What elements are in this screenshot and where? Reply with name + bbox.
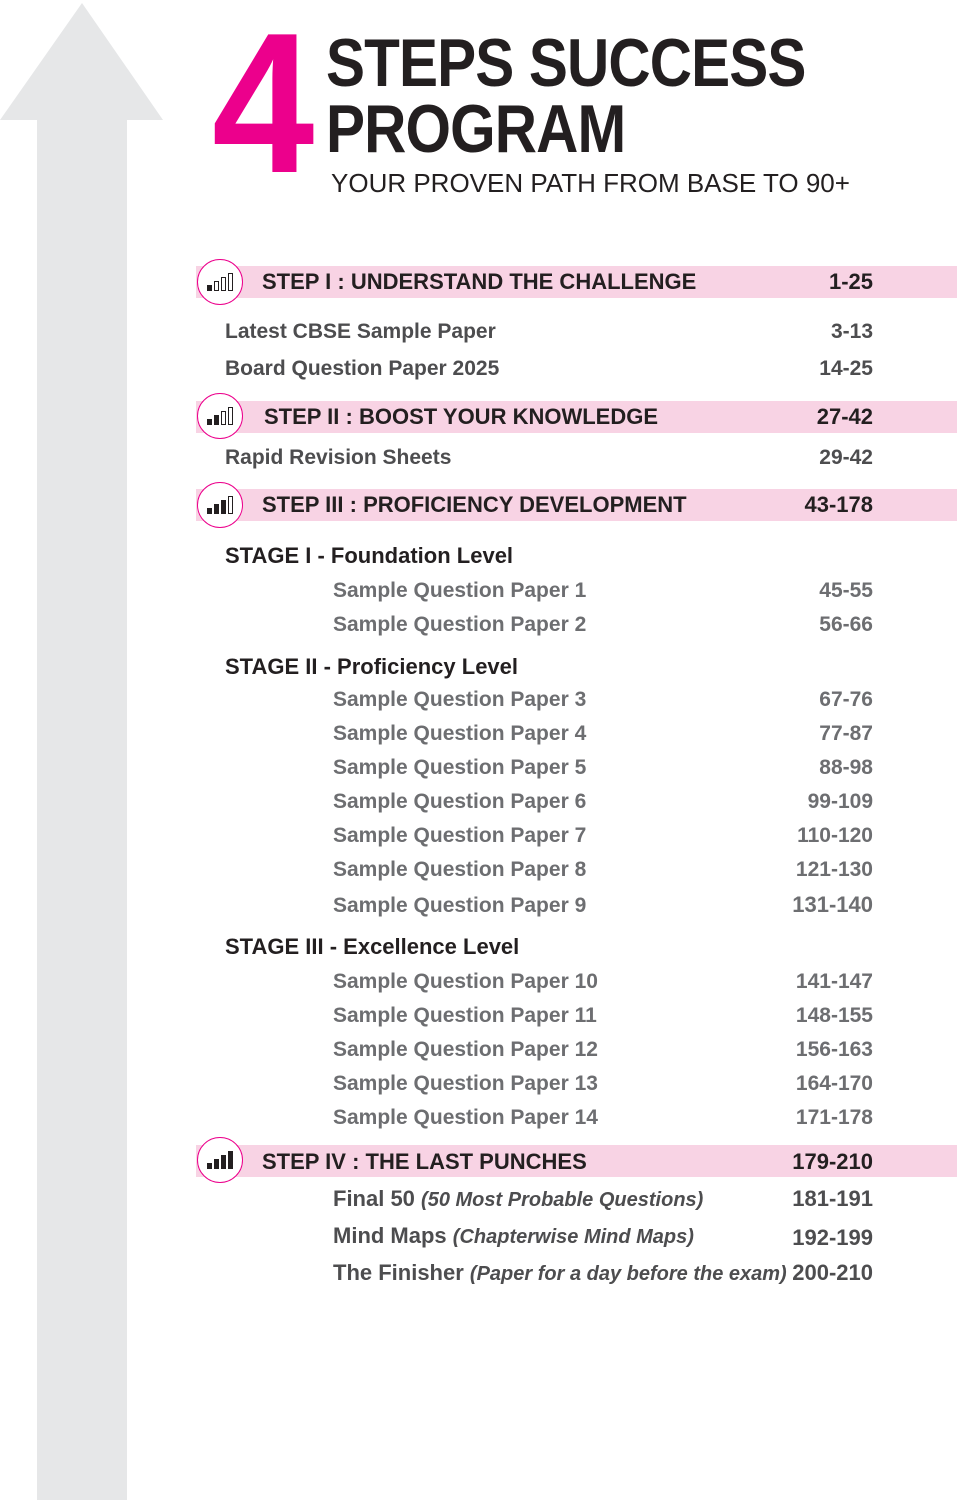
list-item-label: Sample Question Paper 12 xyxy=(333,1038,598,1061)
list-item-pages: 131-140 xyxy=(792,892,873,917)
signal-level-3-icon xyxy=(197,482,243,528)
background-up-arrow xyxy=(0,0,170,1500)
list-item-label: Sample Question Paper 8 xyxy=(333,858,587,881)
item-note: (Chapterwise Mind Maps) xyxy=(452,1226,694,1248)
list-item-label: Sample Question Paper 1 xyxy=(333,579,587,602)
list-item-pages: 45-55 xyxy=(819,579,873,602)
list-item-pages: 181-191 xyxy=(792,1186,873,1211)
step-4-label: STEP IV : THE LAST PUNCHES xyxy=(262,1149,587,1174)
list-item-label: Sample Question Paper 14 xyxy=(333,1106,598,1129)
list-item-label: Sample Question Paper 5 xyxy=(333,756,587,779)
list-item-label xyxy=(333,1260,787,1286)
title-line-1: STEPS SUCCESS xyxy=(326,25,806,101)
list-item-pages: 88-98 xyxy=(819,756,873,779)
title-line-2: PROGRAM xyxy=(326,91,626,167)
list-item-label: Rapid Revision Sheets xyxy=(225,446,452,469)
list-item-label: Sample Question Paper 7 xyxy=(333,824,587,847)
list-item-pages: 121-130 xyxy=(795,858,873,881)
step-3-pages: 43-178 xyxy=(804,492,873,517)
list-item-pages: 156-163 xyxy=(795,1038,873,1061)
list-item-pages: 99-109 xyxy=(807,790,873,813)
list-item-label: Sample Question Paper 2 xyxy=(333,613,587,636)
list-item-pages: 67-76 xyxy=(819,688,873,711)
list-item-pages: 164-170 xyxy=(795,1072,873,1095)
list-item-label: Sample Question Paper 10 xyxy=(333,970,598,993)
item-title: Final 50 xyxy=(333,1186,415,1211)
list-item-label: Board Question Paper 2025 xyxy=(225,357,500,380)
list-item-pages: 141-147 xyxy=(795,970,873,993)
step-2-label: STEP II : BOOST YOUR KNOWLEDGE xyxy=(264,404,659,429)
stage-2-heading: STAGE II - Proficiency Level xyxy=(225,654,519,679)
step-4-pages: 179-210 xyxy=(792,1149,873,1174)
list-item-label: Sample Question Paper 6 xyxy=(333,790,587,813)
step-1-label: STEP I : UNDERSTAND THE CHALLENGE xyxy=(262,269,697,294)
list-item-pages: 200-210 xyxy=(792,1260,873,1285)
list-item-label: Sample Question Paper 9 xyxy=(333,894,587,917)
step-1-pages: 1-25 xyxy=(828,269,873,294)
list-item-pages: 3-13 xyxy=(830,320,873,343)
list-item-pages: 148-155 xyxy=(795,1004,873,1027)
step-3-label: STEP III : PROFICIENCY DEVELOPMENT xyxy=(262,492,687,517)
signal-level-2-icon xyxy=(197,393,243,439)
list-item-pages: 77-87 xyxy=(819,722,873,745)
page-title xyxy=(326,25,806,167)
signal-level-4-icon xyxy=(197,1137,243,1183)
list-item-label: Sample Question Paper 13 xyxy=(333,1072,598,1095)
item-title: The Finisher xyxy=(333,1260,464,1285)
page-subtitle: YOUR PROVEN PATH FROM BASE TO 90+ xyxy=(331,168,850,198)
list-item-pages: 192-199 xyxy=(792,1225,873,1250)
stage-1-heading: STAGE I - Foundation Level xyxy=(225,543,514,568)
list-item-label: Latest CBSE Sample Paper xyxy=(225,320,496,343)
item-title: Mind Maps xyxy=(333,1223,447,1248)
item-note: (50 Most Probable Questions) xyxy=(421,1189,704,1211)
list-item-label: Sample Question Paper 11 xyxy=(333,1004,597,1027)
step-2-pages: 27-42 xyxy=(816,404,873,429)
list-item-pages: 29-42 xyxy=(819,446,873,469)
list-item-label xyxy=(333,1186,703,1212)
list-item-pages: 110-120 xyxy=(797,824,873,847)
list-item-pages: 56-66 xyxy=(819,613,873,636)
big-number-four: 4 xyxy=(212,0,309,215)
list-item-label: Sample Question Paper 3 xyxy=(333,688,587,711)
list-item-label xyxy=(333,1223,694,1249)
item-note: (Paper for a day before the exam) xyxy=(469,1263,787,1285)
stage-3-heading: STAGE III - Excellence Level xyxy=(225,934,520,959)
list-item-pages: 14-25 xyxy=(819,357,873,380)
list-item-label: Sample Question Paper 4 xyxy=(333,722,587,745)
signal-level-1-icon xyxy=(197,259,243,305)
list-item-pages: 171-178 xyxy=(795,1106,873,1129)
